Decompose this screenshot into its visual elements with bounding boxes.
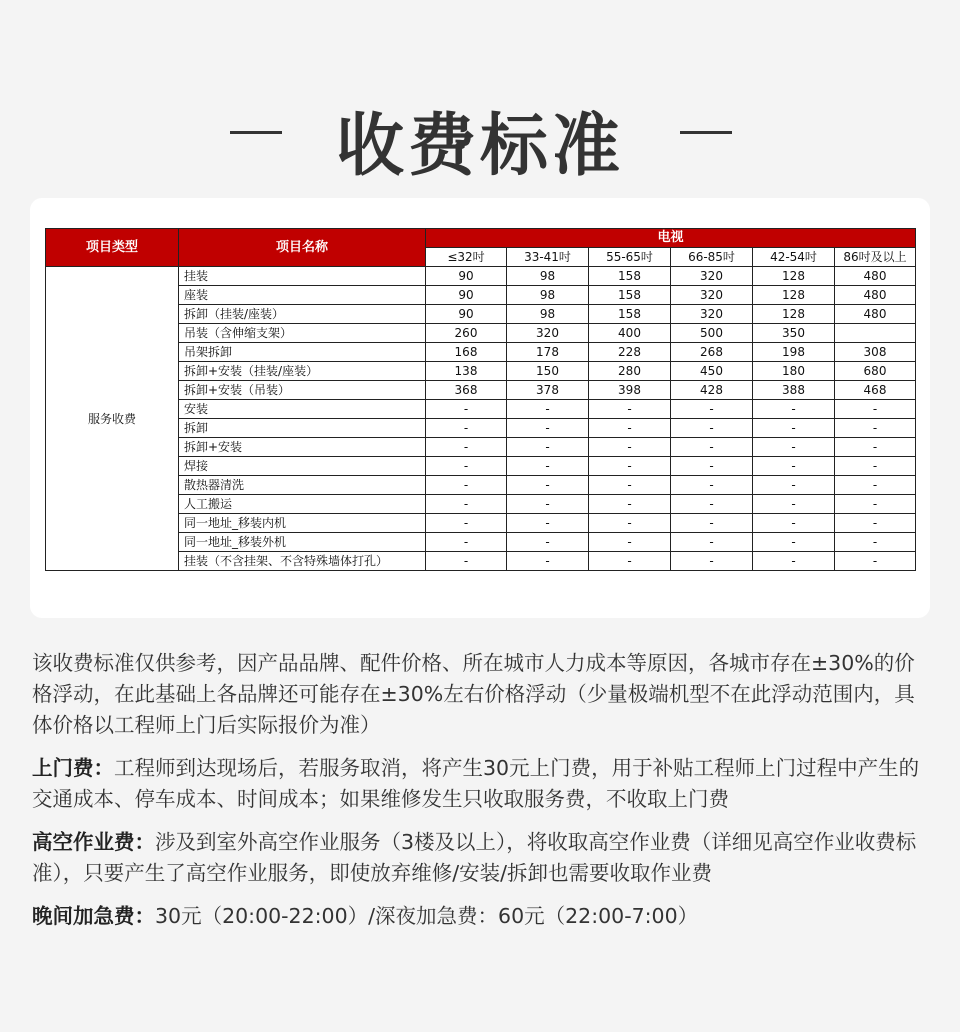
price-cell: 98: [507, 305, 589, 324]
disclaimer: 该收费标准仅供参考，因产品品牌、配件价格、所在城市人力成本等原因，各城市存在±30%的价格浮动，在此基础上各品牌还可能存在±30%左右价格浮动（少量极端机型不在此浮动范围内，具体价格以工程师上门后实际报价为准）: [32, 651, 915, 737]
item-name: 吊装（含伸缩支架）: [179, 324, 426, 343]
item-name: 人工搬运: [179, 495, 426, 514]
price-cell: -: [753, 533, 835, 552]
price-cell: -: [835, 400, 916, 419]
price-cell: -: [835, 457, 916, 476]
price-cell: -: [426, 514, 507, 533]
price-cell: 398: [589, 381, 671, 400]
price-cell: -: [589, 400, 671, 419]
price-cell: -: [589, 495, 671, 514]
price-cell: -: [835, 438, 916, 457]
night-fee: [32, 901, 932, 932]
header-group: 电视: [426, 229, 916, 248]
item-name: 焊接: [179, 457, 426, 476]
price-cell: -: [589, 476, 671, 495]
price-cell: -: [671, 476, 753, 495]
item-name: 拆卸（挂装/座装）: [179, 305, 426, 324]
price-cell: 480: [835, 267, 916, 286]
price-cell: -: [671, 495, 753, 514]
price-cell: 320: [507, 324, 589, 343]
price-cell: 268: [671, 343, 753, 362]
price-cell: [835, 324, 916, 343]
price-cell: 350: [753, 324, 835, 343]
price-cell: -: [426, 438, 507, 457]
item-name: 安装: [179, 400, 426, 419]
price-cell: -: [507, 419, 589, 438]
price-cell: 320: [671, 305, 753, 324]
height-fee: [32, 827, 932, 889]
price-cell: 90: [426, 286, 507, 305]
price-cell: -: [426, 457, 507, 476]
item-name: 座装: [179, 286, 426, 305]
price-cell: 280: [589, 362, 671, 381]
price-cell: -: [426, 400, 507, 419]
price-cell: 158: [589, 305, 671, 324]
price-cell: -: [753, 495, 835, 514]
price-cell: -: [589, 514, 671, 533]
price-cell: -: [426, 552, 507, 571]
price-cell: 368: [426, 381, 507, 400]
size-header: 42-54吋: [753, 248, 835, 267]
price-cell: -: [753, 552, 835, 571]
size-header: 86吋及以上: [835, 248, 916, 267]
price-cell: 428: [671, 381, 753, 400]
price-cell: 138: [426, 362, 507, 381]
price-cell: -: [753, 457, 835, 476]
price-cell: -: [507, 457, 589, 476]
price-cell: -: [589, 419, 671, 438]
price-cell: 168: [426, 343, 507, 362]
table-row: [46, 267, 916, 286]
price-cell: -: [589, 438, 671, 457]
price-cell: -: [507, 514, 589, 533]
price-cell: -: [671, 533, 753, 552]
price-cell: -: [507, 552, 589, 571]
price-cell: 228: [589, 343, 671, 362]
price-cell: -: [671, 552, 753, 571]
night-fee-label: 晚间加急费：: [32, 904, 155, 928]
price-cell: -: [671, 457, 753, 476]
price-cell: 178: [507, 343, 589, 362]
price-cell: -: [507, 533, 589, 552]
price-cell: 680: [835, 362, 916, 381]
item-name: 拆卸+安装（吊装）: [179, 381, 426, 400]
price-cell: -: [753, 514, 835, 533]
size-header: ≤32吋: [426, 248, 507, 267]
price-cell: -: [589, 457, 671, 476]
price-cell: 90: [426, 305, 507, 324]
item-name: 散热器清洗: [179, 476, 426, 495]
price-cell: -: [589, 552, 671, 571]
price-cell: -: [589, 533, 671, 552]
item-name: 挂装（不含挂架、不含特殊墙体打孔）: [179, 552, 426, 571]
height-fee-label: 高空作业费：: [32, 830, 155, 854]
price-cell: -: [671, 419, 753, 438]
price-cell: 158: [589, 286, 671, 305]
price-cell: 150: [507, 362, 589, 381]
price-cell: -: [753, 476, 835, 495]
price-cell: -: [835, 533, 916, 552]
price-cell: 260: [426, 324, 507, 343]
price-cell: -: [426, 533, 507, 552]
visit-fee: [32, 753, 932, 815]
item-name: 吊架拆卸: [179, 343, 426, 362]
price-cell: -: [753, 438, 835, 457]
visit-fee-label: 上门费：: [32, 756, 114, 780]
price-cell: 198: [753, 343, 835, 362]
night-fee-text: 30元（20:00-22:00）/深夜加急费：60元（22:00-7:00）: [155, 904, 699, 928]
item-name: 拆卸+安装（挂装/座装）: [179, 362, 426, 381]
page-title: 收费标准: [335, 107, 624, 186]
price-cell: 450: [671, 362, 753, 381]
price-cell: 500: [671, 324, 753, 343]
price-cell: 320: [671, 286, 753, 305]
visit-fee-text: 工程师到达现场后，若服务取消，将产生30元上门费，用于补贴工程师上门过程中产生的交通成本、停车成本、时间成本；如果维修发生只收取服务费，不收取上门费: [32, 756, 920, 811]
price-table: [45, 228, 916, 571]
height-fee-text: 涉及到室外高空作业服务（3楼及以上），将收取高空作业费（详细见高空作业收费标准），只要产生了高空作业服务，即使放弃维修/安装/拆卸也需要收取作业费: [32, 830, 917, 885]
price-cell: -: [671, 438, 753, 457]
header-name: 项目名称: [179, 229, 426, 267]
price-cell: 128: [753, 267, 835, 286]
price-cell: 98: [507, 267, 589, 286]
price-cell: 480: [835, 305, 916, 324]
item-name: 同一地址_移装内机: [179, 514, 426, 533]
price-cell: 480: [835, 286, 916, 305]
size-header: 33-41吋: [507, 248, 589, 267]
price-cell: -: [835, 495, 916, 514]
price-cell: 180: [753, 362, 835, 381]
price-cell: -: [426, 419, 507, 438]
price-cell: 388: [753, 381, 835, 400]
item-name: 挂装: [179, 267, 426, 286]
price-cell: -: [835, 514, 916, 533]
price-cell: 90: [426, 267, 507, 286]
price-cell: -: [753, 400, 835, 419]
notes: [32, 648, 932, 944]
price-cell: 320: [671, 267, 753, 286]
price-cell: 400: [589, 324, 671, 343]
price-cell: -: [507, 476, 589, 495]
size-header: 55-65吋: [589, 248, 671, 267]
price-cell: -: [426, 495, 507, 514]
size-header: 66-85吋: [671, 248, 753, 267]
price-cell: 128: [753, 286, 835, 305]
price-cell: 468: [835, 381, 916, 400]
item-name: 拆卸+安装: [179, 438, 426, 457]
title-dash-right: [680, 131, 732, 134]
price-cell: -: [426, 476, 507, 495]
price-cell: -: [671, 514, 753, 533]
category-cell: 服务收费: [46, 267, 179, 571]
item-name: 拆卸: [179, 419, 426, 438]
price-cell: -: [835, 552, 916, 571]
price-cell: -: [753, 419, 835, 438]
price-cell: 98: [507, 286, 589, 305]
price-cell: -: [835, 476, 916, 495]
header-type: 项目类型: [46, 229, 179, 267]
item-name: 同一地址_移装外机: [179, 533, 426, 552]
price-cell: -: [507, 495, 589, 514]
price-cell: 308: [835, 343, 916, 362]
price-cell: 378: [507, 381, 589, 400]
price-cell: -: [671, 400, 753, 419]
price-cell: -: [835, 419, 916, 438]
price-cell: -: [507, 438, 589, 457]
price-cell: 128: [753, 305, 835, 324]
price-cell: -: [507, 400, 589, 419]
price-cell: 158: [589, 267, 671, 286]
